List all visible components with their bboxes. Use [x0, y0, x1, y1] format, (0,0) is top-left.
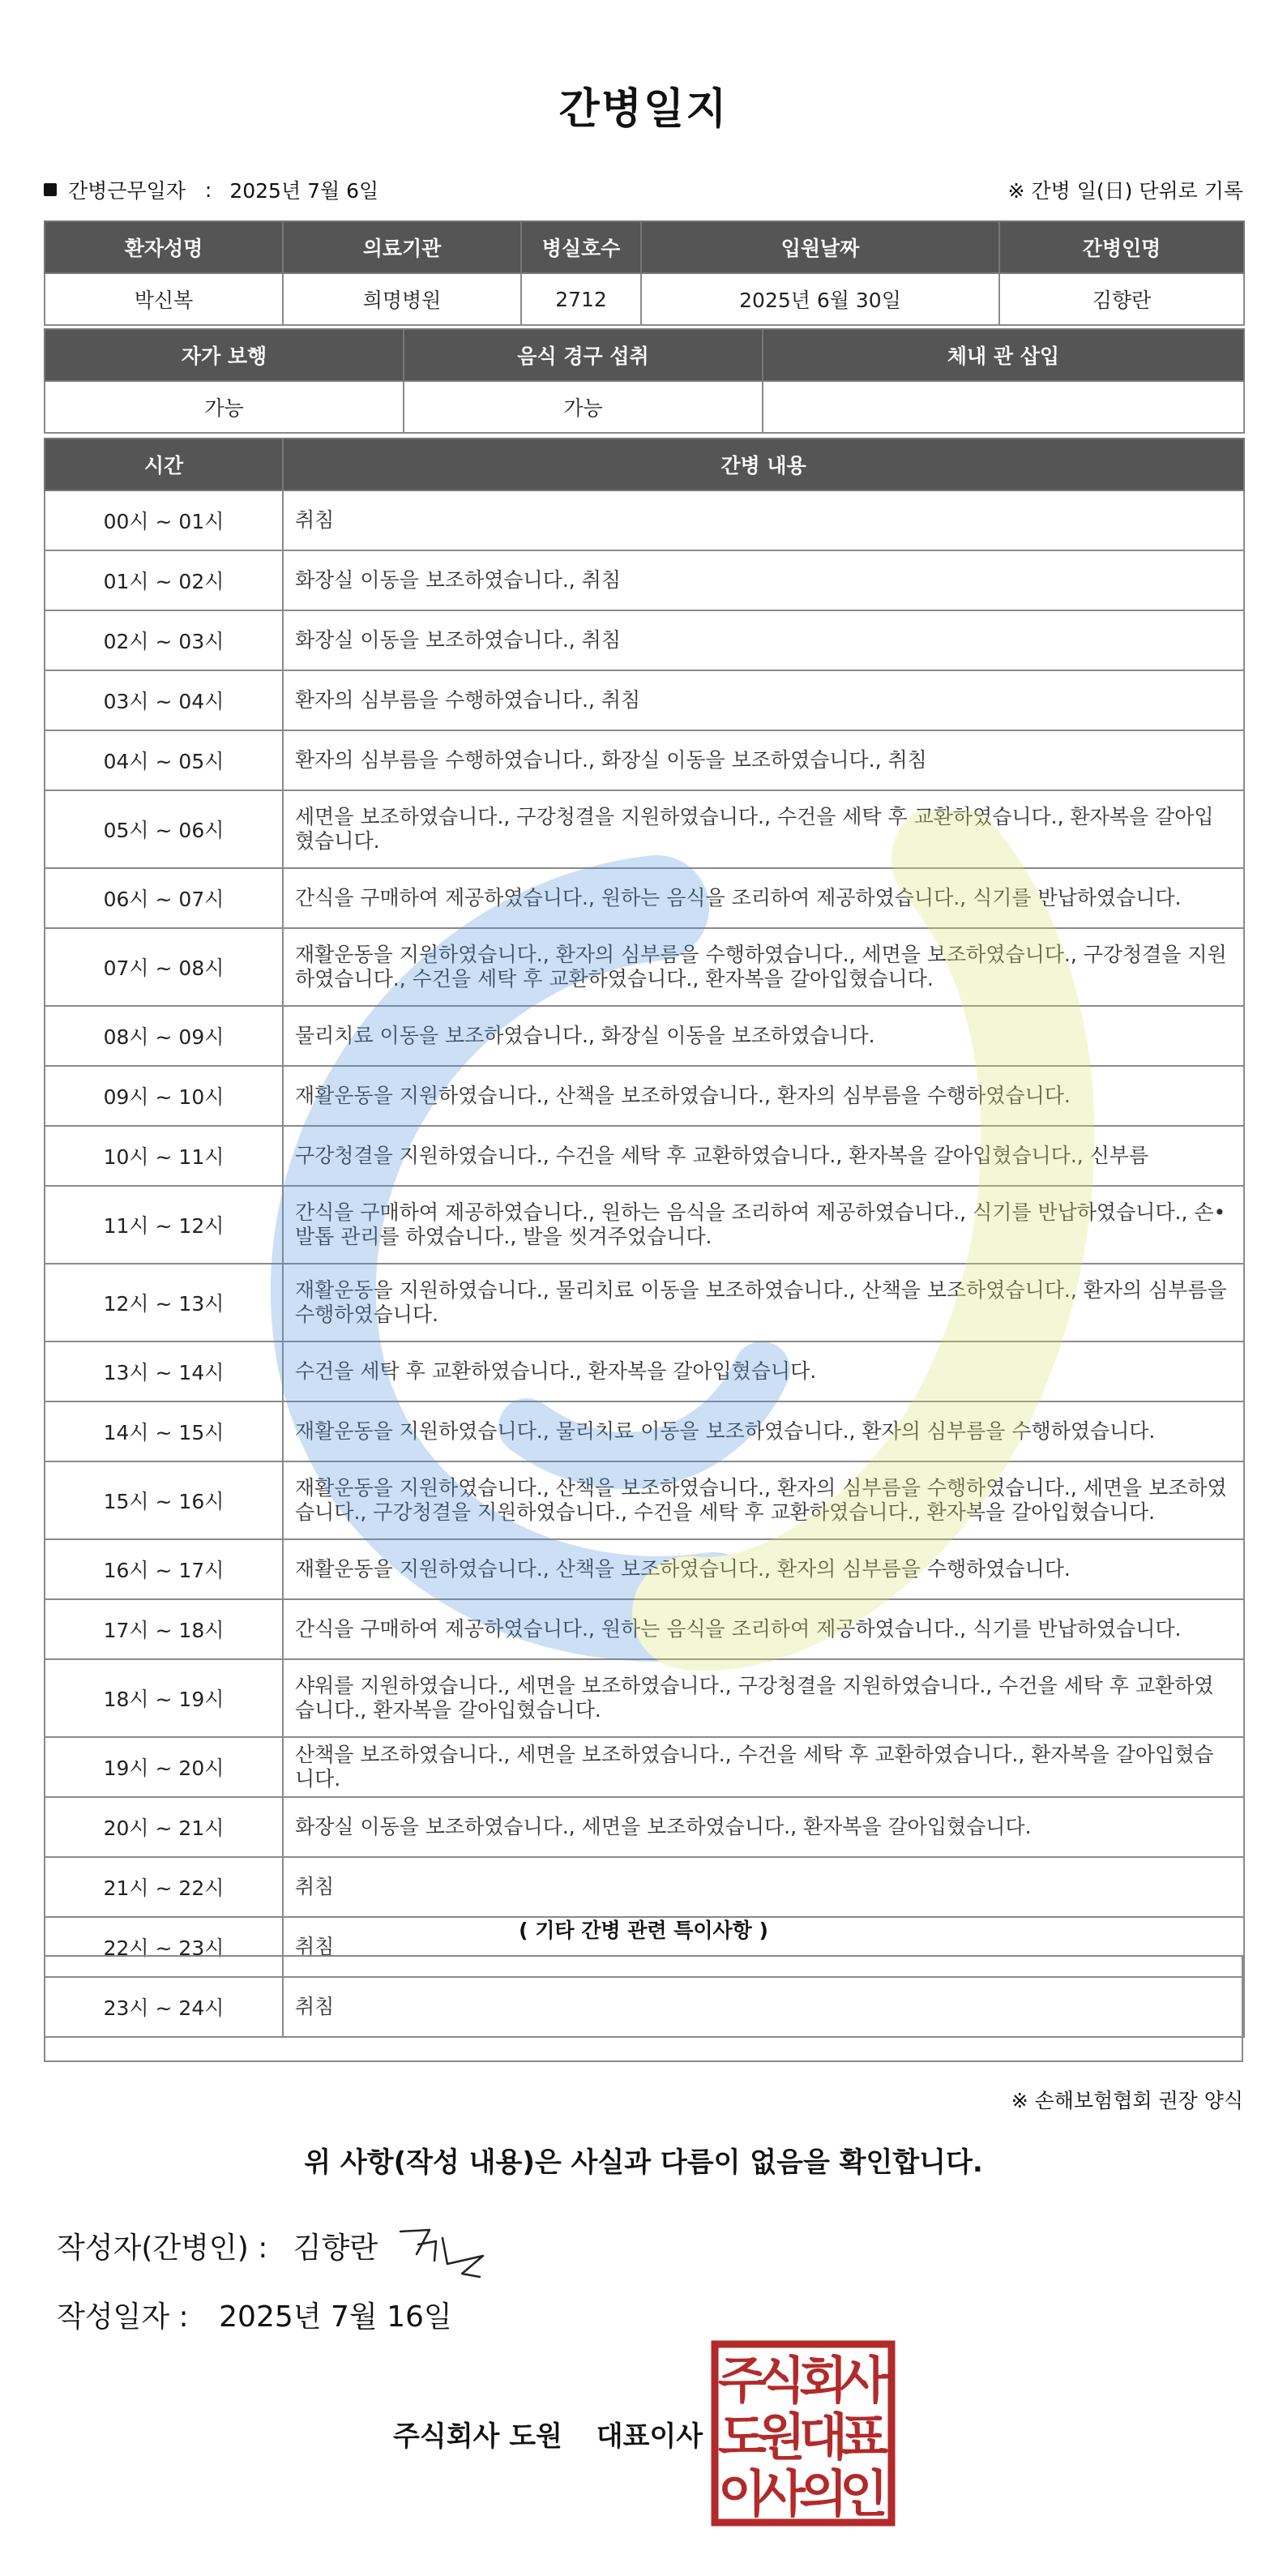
header-care-content: 간병 내용 — [283, 439, 1244, 490]
log-time: 17시 ~ 18시 — [45, 1599, 283, 1659]
writer-label: 작성자(간병인) : — [57, 2232, 268, 2265]
table-row — [45, 1539, 1244, 1599]
form-note: ※ 손해보험협회 권장 양식 — [1011, 2089, 1243, 2112]
log-content: 재활운동을 지원하였습니다., 물리치료 이동을 보조하였습니다., 산책을 보조하였습니다., 환자의 심부름을 수행하였습니다. — [283, 1264, 1244, 1341]
written-date-line — [57, 2294, 452, 2335]
log-time: 23시 ~ 24시 — [45, 1977, 283, 2037]
written-date-value: 2025년 7월 16일 — [219, 2300, 452, 2334]
svg-text:인: 인 — [840, 2464, 888, 2523]
work-date-row — [44, 175, 1243, 208]
log-content: 취침 — [283, 1917, 1244, 1977]
log-content: 취침 — [283, 1857, 1244, 1917]
square-bullet-icon — [44, 183, 57, 196]
log-time: 19시 ~ 20시 — [45, 1737, 283, 1797]
record-unit-note: ※ 간병 일(日) 단위로 기록 — [1007, 179, 1243, 203]
log-content: 간식을 구매하여 제공하였습니다., 원하는 음식을 조리하여 제공하였습니다., 식기를 반납하였습니다., 손•발톱 관리를 하였습니다., 발을 씻겨주었습니다. — [283, 1186, 1244, 1264]
notes-box — [44, 1955, 1243, 2062]
writer-line — [57, 2225, 378, 2266]
walking-status: 가능 — [45, 381, 404, 433]
svg-text:주: 주 — [718, 2351, 767, 2410]
work-date-value: 2025년 7월 6일 — [229, 179, 379, 203]
table-row — [45, 1264, 1244, 1341]
hospital-name: 희명병원 — [283, 273, 521, 325]
header-admission-date: 입원날짜 — [641, 221, 999, 273]
header-caregiver: 간병인명 — [999, 221, 1244, 273]
table-row — [45, 670, 1244, 730]
header-oral-intake: 음식 경구 섭취 — [404, 329, 763, 381]
log-content: 산책을 보조하였습니다., 세면을 보조하였습니다., 수건을 세탁 후 교환하였습니다., 환자복을 갈아입혔습니다. — [283, 1737, 1244, 1797]
log-time: 05시 ~ 06시 — [45, 790, 283, 868]
header-hospital: 의료기관 — [283, 221, 521, 273]
table-row — [45, 1006, 1244, 1066]
care-log-table — [44, 438, 1245, 2038]
header-room: 병실호수 — [521, 221, 641, 273]
log-content: 취침 — [283, 490, 1244, 550]
log-time: 03시 ~ 04시 — [45, 670, 283, 730]
log-time: 18시 ~ 19시 — [45, 1659, 283, 1737]
log-content: 구강청결을 지원하였습니다., 수건을 세탁 후 교환하였습니다., 환자복을 갈아입혔습니다., 신부름 — [283, 1126, 1244, 1186]
log-time: 01시 ~ 02시 — [45, 550, 283, 610]
header-time: 시간 — [45, 439, 283, 490]
table-row — [45, 1737, 1244, 1797]
log-content: 화장실 이동을 보조하였습니다., 취침 — [283, 610, 1244, 670]
header-tube: 체내 관 삽입 — [763, 329, 1244, 381]
log-time: 16시 ~ 17시 — [45, 1539, 283, 1599]
log-content: 수건을 세탁 후 교환하였습니다., 환자복을 갈아입혔습니다. — [283, 1341, 1244, 1401]
log-content: 재활운동을 지원하였습니다., 환자의 심부름을 수행하였습니다., 세면을 보조하였습니다., 구강청결을 지원하였습니다., 수건을 세탁 후 교환하였습니다., 환자복을 갈아입혔습니다. — [283, 928, 1244, 1006]
confirmation-text: 위 사항(작성 내용)은 사실과 다름이 없음을 확인합니다. — [304, 2146, 983, 2179]
table-row — [45, 1659, 1244, 1737]
log-content: 취침 — [283, 1977, 1244, 2037]
writer-name: 김향란 — [293, 2232, 378, 2265]
written-date-label: 작성일자 : — [57, 2300, 189, 2334]
log-time: 13시 ~ 14시 — [45, 1341, 283, 1401]
svg-text:사: 사 — [757, 2464, 806, 2523]
table-row — [45, 868, 1244, 928]
svg-text:이: 이 — [718, 2464, 767, 2523]
table-row — [45, 790, 1244, 868]
svg-text:회: 회 — [799, 2351, 848, 2410]
log-time: 15시 ~ 16시 — [45, 1461, 283, 1539]
log-time: 08시 ~ 09시 — [45, 1006, 283, 1066]
company-title: 대표이사 — [596, 2420, 703, 2453]
table-row — [45, 550, 1244, 610]
log-time: 06시 ~ 07시 — [45, 868, 283, 928]
table-row — [45, 1401, 1244, 1461]
log-content: 샤워를 지원하였습니다., 세면을 보조하였습니다., 구강청결을 지원하였습니다., 수건을 세탁 후 교환하였습니다., 환자복을 갈아입혔습니다. — [283, 1659, 1244, 1737]
log-time: 21시 ~ 22시 — [45, 1857, 283, 1917]
log-time: 07시 ~ 08시 — [45, 928, 283, 1006]
svg-text:표: 표 — [840, 2407, 888, 2467]
company-name: 주식회사 도원 — [393, 2420, 562, 2453]
log-content: 재활운동을 지원하였습니다., 산책을 보조하였습니다., 환자의 심부름을 수행하였습니다. — [283, 1539, 1244, 1599]
patient-info-table — [44, 220, 1245, 326]
table-row — [45, 610, 1244, 670]
company-seal-stamp — [710, 2339, 896, 2527]
tube-status — [763, 381, 1244, 433]
caregiver-name: 김향란 — [999, 273, 1244, 325]
table-row — [45, 730, 1244, 790]
log-content: 물리치료 이동을 보조하였습니다., 화장실 이동을 보조하였습니다. — [283, 1006, 1244, 1066]
log-time: 22시 ~ 23시 — [45, 1917, 283, 1977]
table-row — [45, 1599, 1244, 1659]
table-row — [45, 928, 1244, 1006]
header-walking: 자가 보행 — [45, 329, 404, 381]
oral-intake-status: 가능 — [404, 381, 763, 433]
svg-text:대: 대 — [799, 2407, 848, 2467]
log-time: 11시 ~ 12시 — [45, 1186, 283, 1264]
log-content: 세면을 보조하였습니다., 구강청결을 지원하였습니다., 수건을 세탁 후 교환하였습니다., 환자복을 갈아입혔습니다. — [283, 790, 1244, 868]
log-time: 00시 ~ 01시 — [45, 490, 283, 550]
table-row — [45, 490, 1244, 550]
table-row — [45, 1341, 1244, 1401]
log-content: 간식을 구매하여 제공하였습니다., 원하는 음식을 조리하여 제공하였습니다., 식기를 반납하였습니다. — [283, 1599, 1244, 1659]
table-row — [45, 1461, 1244, 1539]
notes-title: ( 기타 간병 관련 특이사항 ) — [519, 1919, 768, 1942]
log-content: 환자의 심부름을 수행하였습니다., 화장실 이동을 보조하였습니다., 취침 — [283, 730, 1244, 790]
table-row — [45, 1126, 1244, 1186]
patient-name: 박신복 — [45, 273, 283, 325]
table-row — [45, 1186, 1244, 1264]
patient-status-table — [44, 328, 1245, 434]
log-content: 환자의 심부름을 수행하였습니다., 취침 — [283, 670, 1244, 730]
table-row — [45, 1066, 1244, 1126]
log-content: 재활운동을 지원하였습니다., 산책을 보조하였습니다., 환자의 심부름을 수행하였습니다. — [283, 1066, 1244, 1126]
log-time: 14시 ~ 15시 — [45, 1401, 283, 1461]
log-time: 20시 ~ 21시 — [45, 1797, 283, 1857]
admission-date: 2025년 6월 30일 — [641, 273, 999, 325]
log-content: 재활운동을 지원하였습니다., 물리치료 이동을 보조하였습니다., 환자의 심부름을 수행하였습니다. — [283, 1401, 1244, 1461]
svg-text:의: 의 — [799, 2464, 848, 2523]
log-content: 간식을 구매하여 제공하였습니다., 원하는 음식을 조리하여 제공하였습니다., 식기를 반납하였습니다. — [283, 868, 1244, 928]
work-date-label: 간병근무일자 — [68, 179, 186, 203]
table-row — [45, 1797, 1244, 1857]
log-content: 화장실 이동을 보조하였습니다., 취침 — [283, 550, 1244, 610]
header-patient-name: 환자성명 — [45, 221, 283, 273]
svg-text:도: 도 — [718, 2407, 767, 2467]
log-time: 04시 ~ 05시 — [45, 730, 283, 790]
table-row — [45, 1857, 1244, 1917]
signature-icon — [396, 2217, 493, 2282]
svg-text:식: 식 — [757, 2351, 806, 2410]
room-number: 2712 — [521, 273, 641, 325]
work-date-separator: : — [204, 178, 212, 202]
company-line — [393, 2414, 703, 2454]
page-title: 간병일지 — [558, 85, 729, 134]
log-time: 12시 ~ 13시 — [45, 1264, 283, 1341]
log-time: 09시 ~ 10시 — [45, 1066, 283, 1126]
log-time: 10시 ~ 11시 — [45, 1126, 283, 1186]
svg-text:사: 사 — [840, 2351, 888, 2410]
log-time: 02시 ~ 03시 — [45, 610, 283, 670]
svg-text:원: 원 — [757, 2407, 806, 2467]
log-content: 화장실 이동을 보조하였습니다., 세면을 보조하였습니다., 환자복을 갈아입혔습니다. — [283, 1797, 1244, 1857]
log-content: 재활운동을 지원하였습니다., 산책을 보조하였습니다., 환자의 심부름을 수행하였습니다., 세면을 보조하였습니다., 구강청결을 지원하였습니다., 수건을 세탁 후 교환하였습니다., 환자복을 갈아입혔습니다. — [283, 1461, 1244, 1539]
